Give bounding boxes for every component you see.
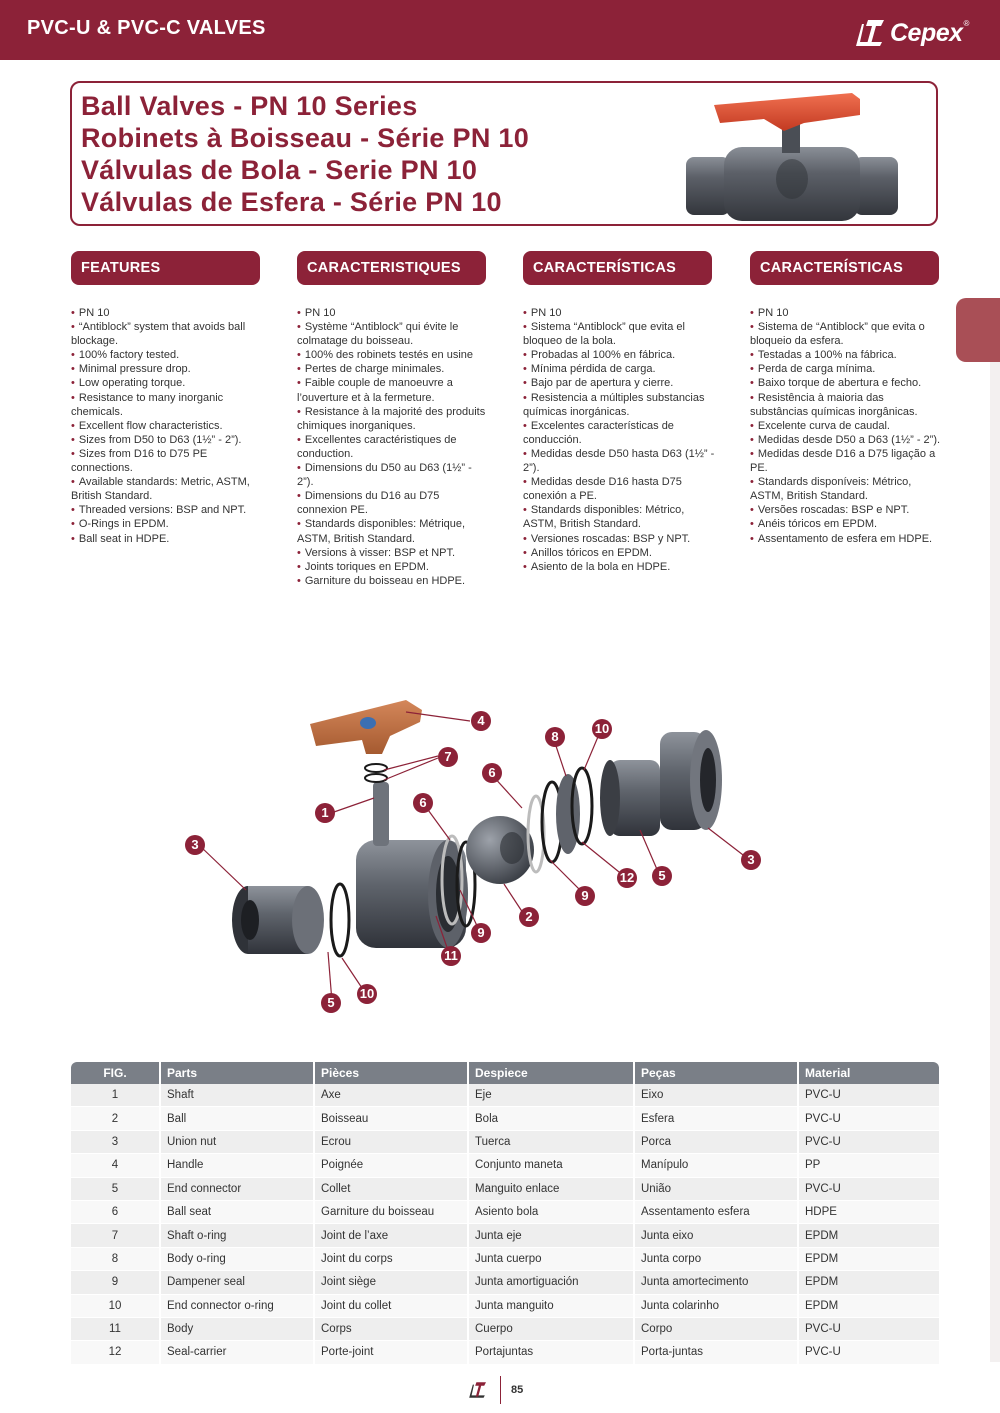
title-fr: Robinets à Boisseau - Série PN 10 (81, 123, 530, 153)
cell: 11 (71, 1317, 160, 1340)
feature-item: • Sizes from D16 to D75 PE connections. (71, 447, 263, 475)
cell: Joint de l’axe (314, 1224, 468, 1247)
feature-item: • Assentamento de esfera em HDPE. (750, 532, 942, 546)
cell: Body o-ring (160, 1247, 314, 1270)
feature-item: • O-Rings in EPDM. (71, 517, 263, 531)
feature-item: • Faible couple de manoeuvre a l’ouverture et à la fermeture. (297, 376, 489, 404)
cell: Assentamento esfera (634, 1200, 798, 1223)
cell: Porca (634, 1130, 798, 1153)
feature-item: • Excelentes características de conducción. (523, 419, 715, 447)
cell: Tuerca (468, 1130, 634, 1153)
callout-8: 8 (545, 727, 565, 747)
cell: Shaft o-ring (160, 1224, 314, 1247)
cell: EPDM (798, 1224, 939, 1247)
cell: Handle (160, 1154, 314, 1177)
col-material: Material (798, 1062, 939, 1084)
feature-item: • Sistema de “Antiblock” que evita o bloqueio da esfera. (750, 320, 942, 348)
cell: 8 (71, 1247, 160, 1270)
side-strip (990, 362, 1000, 1362)
cell: Junta amortiguación (468, 1271, 634, 1294)
feature-item: • Excellent flow characteristics. (71, 419, 263, 433)
cell: Boisseau (314, 1107, 468, 1130)
callout-3-left: 3 (185, 835, 205, 855)
callout-11: 11 (441, 946, 461, 966)
feature-item: • Mínima pérdida de carga. (523, 362, 715, 376)
feature-item: • Système “Antiblock” qui évite le colmatage du boisseau. (297, 320, 489, 348)
section-title: PVC-U & PVC-C VALVES (27, 17, 266, 39)
feature-item: • Anéis tóricos em EPDM. (750, 517, 942, 531)
feature-item: • PN 10 (71, 306, 263, 320)
cell: Seal-carrier (160, 1341, 314, 1364)
col-pecas: Peças (634, 1062, 798, 1084)
feature-item: • Medidas desde D16 hasta D75 conexión a PE. (523, 475, 715, 503)
feature-item: • Garniture du boisseau en HDPE. (297, 574, 489, 588)
cell: 5 (71, 1177, 160, 1200)
features-heading-pt: CARACTERÍSTICAS (750, 251, 939, 285)
feature-item: • Joints toriques en EPDM. (297, 560, 489, 574)
cell: Body (160, 1317, 314, 1340)
feature-item: • Resistance to many inorganic chemicals. (71, 391, 263, 419)
cell: Shaft (160, 1084, 314, 1107)
feature-item: • Resistencia a múltiples substancias químicas inorgánicas. (523, 391, 715, 419)
feature-item: • Excelente curva de caudal. (750, 419, 942, 433)
feature-item: • Ball seat in HDPE. (71, 532, 263, 546)
feature-item: • Versions à visser: BSP et NPT. (297, 546, 489, 560)
callout-12: 12 (617, 868, 637, 888)
callout-1: 1 (315, 803, 335, 823)
callout-10-right: 10 (592, 719, 612, 739)
callout-7: 7 (438, 747, 458, 767)
exploded-view-diagram (170, 690, 790, 1020)
feature-item: • PN 10 (523, 306, 715, 320)
table-row (71, 1271, 939, 1294)
cell: Ecrou (314, 1130, 468, 1153)
cell: Asiento bola (468, 1200, 634, 1223)
cell: PVC-U (798, 1317, 939, 1340)
features-heading-en: FEATURES (71, 251, 260, 285)
cell: 2 (71, 1107, 160, 1130)
title-pt: Válvulas de Esfera - Série PN 10 (81, 187, 502, 217)
table-row (71, 1200, 939, 1223)
table-row (71, 1177, 939, 1200)
feature-item: • Perda de carga mínima. (750, 362, 942, 376)
feature-item: • Standards disponibles: Métrique, ASTM, British Standard. (297, 517, 489, 545)
cell: PVC-U (798, 1107, 939, 1130)
feature-item: • Standards disponíveis: Métrico, ASTM, British Standard. (750, 475, 942, 503)
cell: União (634, 1177, 798, 1200)
feature-item: • Baixo torque de abertura e fecho. (750, 376, 942, 390)
title-es: Válvulas de Bola - Serie PN 10 (81, 155, 478, 185)
cell: Ball (160, 1107, 314, 1130)
feature-item: • Resistance à la majorité des produits chimiques inorganiques. (297, 405, 489, 433)
cell: End connector o-ring (160, 1294, 314, 1317)
cepex-mark-icon (466, 1381, 488, 1399)
cell: Esfera (634, 1107, 798, 1130)
feature-item: • Testadas a 100% na fábrica. (750, 348, 942, 362)
feature-item: • Dimensions du D16 au D75 connexion PE. (297, 489, 489, 517)
callout-5-left: 5 (321, 993, 341, 1013)
features-list-pt (750, 306, 942, 546)
cell: Junta manguito (468, 1294, 634, 1317)
col-fig: FIG. (71, 1062, 160, 1084)
cell: 7 (71, 1224, 160, 1247)
brand-name: Cepex (890, 18, 963, 47)
col-despiece: Despiece (468, 1062, 634, 1084)
cell: Eixo (634, 1084, 798, 1107)
cell: EPDM (798, 1271, 939, 1294)
cell: PVC-U (798, 1084, 939, 1107)
feature-item: • 100% des robinets testés en usine (297, 348, 489, 362)
cell: Poignée (314, 1154, 468, 1177)
feature-item: • 100% factory tested. (71, 348, 263, 362)
cell: Manguito enlace (468, 1177, 634, 1200)
callout-6-right: 6 (482, 763, 502, 783)
table-row (71, 1294, 939, 1317)
cell: 6 (71, 1200, 160, 1223)
table-row (71, 1130, 939, 1153)
cell: Corpo (634, 1317, 798, 1340)
exploded-view-drawing (170, 690, 790, 1020)
callout-6-left: 6 (413, 793, 433, 813)
cell: Collet (314, 1177, 468, 1200)
cell: 12 (71, 1341, 160, 1364)
brand-reg-mark: ® (963, 18, 970, 28)
cell: Junta eixo (634, 1224, 798, 1247)
parts-table (71, 1062, 939, 1365)
cell: 10 (71, 1294, 160, 1317)
cell: Junta eje (468, 1224, 634, 1247)
feature-item: • Sizes from D50 to D63 (1½” - 2”). (71, 433, 263, 447)
feature-item: • Minimal pressure drop. (71, 362, 263, 376)
cell: Cuerpo (468, 1317, 634, 1340)
cell: EPDM (798, 1247, 939, 1270)
title-box (70, 81, 938, 226)
page-number: 85 (511, 1384, 524, 1396)
table-header-row (71, 1062, 939, 1084)
callout-9-left: 9 (471, 923, 491, 943)
feature-item: • Medidas desde D16 a D75 ligação a PE. (750, 447, 942, 475)
cell: PVC-U (798, 1341, 939, 1364)
cell: Bola (468, 1107, 634, 1130)
feature-item: • Asiento de la bola en HDPE. (523, 560, 715, 574)
feature-item: • Pertes de charge minimales. (297, 362, 489, 376)
cell: Joint du corps (314, 1247, 468, 1270)
cell: Ball seat (160, 1200, 314, 1223)
features-list-es (523, 306, 715, 574)
cell: 9 (71, 1271, 160, 1294)
cell: Eje (468, 1084, 634, 1107)
footer-divider (500, 1376, 501, 1404)
cell: EPDM (798, 1294, 939, 1317)
title-en: Ball Valves - PN 10 Series (81, 91, 418, 121)
brand-logo (852, 14, 969, 52)
col-parts: Parts (160, 1062, 314, 1084)
feature-item: • Probadas al 100% en fábrica. (523, 348, 715, 362)
cell: Junta colarinho (634, 1294, 798, 1317)
feature-item: • Versiones roscadas: BSP y NPT. (523, 532, 715, 546)
callout-9-right: 9 (575, 886, 595, 906)
side-tab (956, 298, 1000, 362)
callout-3-right: 3 (741, 850, 761, 870)
features-list-fr (297, 306, 489, 588)
cell: Corps (314, 1317, 468, 1340)
page-footer (466, 1376, 523, 1404)
callout-5-right: 5 (652, 866, 672, 886)
table-row (71, 1084, 939, 1107)
cell: Axe (314, 1084, 468, 1107)
feature-item: • PN 10 (750, 306, 942, 320)
cell: Dampener seal (160, 1271, 314, 1294)
cell: 1 (71, 1084, 160, 1107)
cell: Joint du collet (314, 1294, 468, 1317)
feature-item: • Sistema “Antiblock” que evita el bloqueo de la bola. (523, 320, 715, 348)
cell: Porte-joint (314, 1341, 468, 1364)
feature-item: • Available standards: Metric, ASTM, British Standard. (71, 475, 263, 503)
cell: Conjunto maneta (468, 1154, 634, 1177)
cell: Garniture du boisseau (314, 1200, 468, 1223)
table-row (71, 1341, 939, 1364)
cell: PP (798, 1154, 939, 1177)
feature-item: • Medidas desde D50 a D63 (1½” - 2”). (750, 433, 942, 447)
table-row (71, 1154, 939, 1177)
cell: 4 (71, 1154, 160, 1177)
feature-item: • Low operating torque. (71, 376, 263, 390)
col-pieces: Pièces (314, 1062, 468, 1084)
features-list-en (71, 306, 263, 546)
feature-item: • PN 10 (297, 306, 489, 320)
cell: Joint siège (314, 1271, 468, 1294)
cell: Junta cuerpo (468, 1247, 634, 1270)
cell: PVC-U (798, 1130, 939, 1153)
cell: HDPE (798, 1200, 939, 1223)
cell: Portajuntas (468, 1341, 634, 1364)
features-heading-fr: CARACTERISTIQUES (297, 251, 486, 285)
cepex-mark-icon (852, 18, 886, 48)
cell: Junta amortecimento (634, 1271, 798, 1294)
header-bar (0, 0, 1000, 60)
cell: Manípulo (634, 1154, 798, 1177)
cell: Union nut (160, 1130, 314, 1153)
table-row (71, 1224, 939, 1247)
features-heading-es: CARACTERÍSTICAS (523, 251, 712, 285)
feature-item: • Excellentes caractéristiques de conduction. (297, 433, 489, 461)
callout-2: 2 (519, 907, 539, 927)
callout-10-left: 10 (357, 984, 377, 1004)
feature-item: • Bajo par de apertura y cierre. (523, 376, 715, 390)
cell: Porta-juntas (634, 1341, 798, 1364)
cell: 3 (71, 1130, 160, 1153)
feature-item: • “Antiblock” system that avoids ball blockage. (71, 320, 263, 348)
table-row (71, 1247, 939, 1270)
cell: End connector (160, 1177, 314, 1200)
table-row (71, 1317, 939, 1340)
ball-valve-photo (684, 89, 900, 221)
feature-item: • Standards disponibles: Métrico, ASTM, British Standard. (523, 503, 715, 531)
feature-item: • Threaded versions: BSP and NPT. (71, 503, 263, 517)
feature-item: • Resistência à maioria das substâncias químicas inorgânicas. (750, 391, 942, 419)
callout-4: 4 (471, 711, 491, 731)
feature-item: • Versões roscadas: BSP e NPT. (750, 503, 942, 517)
table-row (71, 1107, 939, 1130)
feature-item: • Dimensions du D50 au D63 (1½” - 2”). (297, 461, 489, 489)
cell: PVC-U (798, 1177, 939, 1200)
cell: Junta corpo (634, 1247, 798, 1270)
feature-item: • Medidas desde D50 hasta D63 (1½” - 2”). (523, 447, 715, 475)
feature-item: • Anillos tóricos en EPDM. (523, 546, 715, 560)
